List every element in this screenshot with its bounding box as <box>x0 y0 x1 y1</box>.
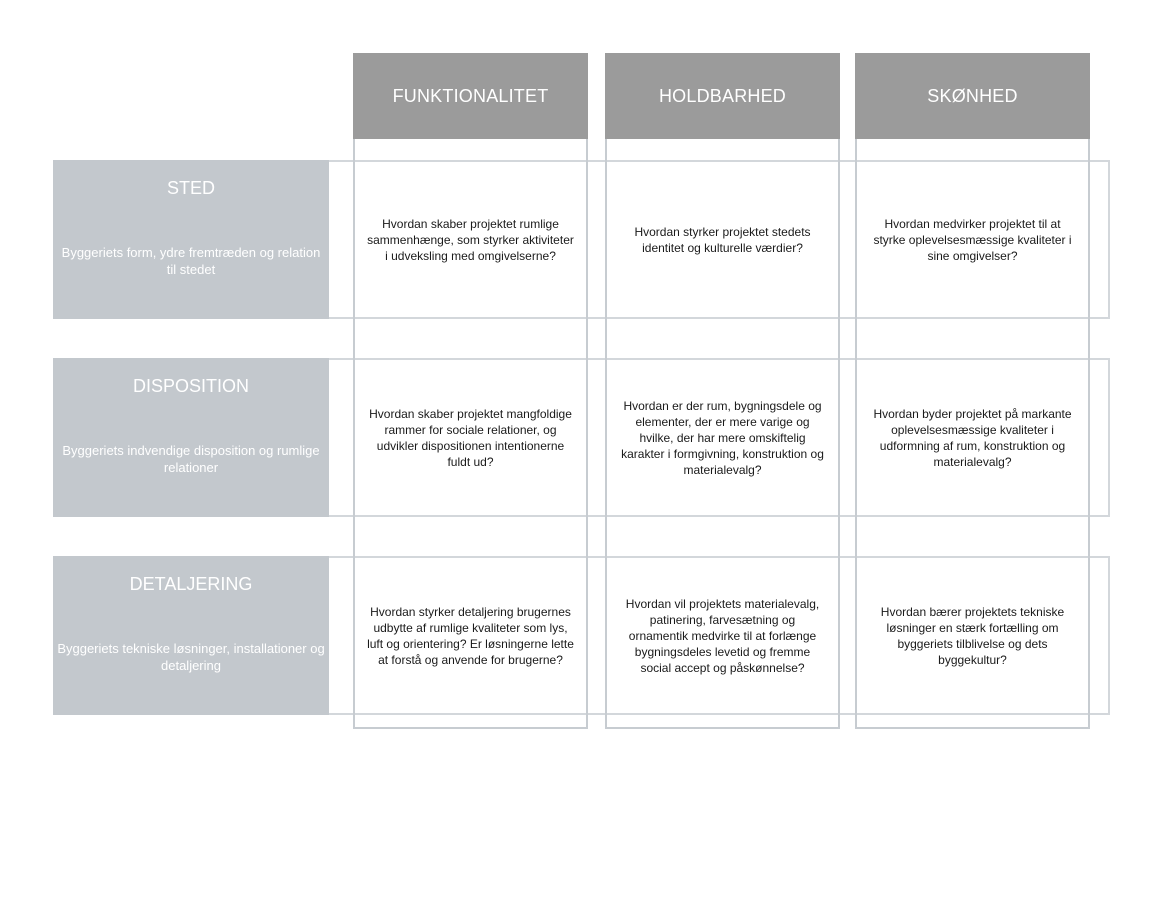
row-subtitle: Byggeriets tekniske løsninger, installationer og detaljering <box>57 641 325 673</box>
row-title: DISPOSITION <box>132 376 249 396</box>
column-header-funktionalitet: FUNKTIONALITET <box>353 53 588 139</box>
cell-detaljering-holdbarhed <box>607 558 838 713</box>
cell-question: Hvordan vil projektets materialevalg, patinering, farvesætning og ornamentik medvirke til at forlænge bygningsdeles levetid og fremme social accept og påskønnelse? <box>625 596 820 675</box>
row-header-sted <box>53 160 329 319</box>
cell-question: Hvordan medvirker projektet til at styrke oplevelsesmæssige kvaliteter i sine omgivelser? <box>873 216 1072 263</box>
cell-question: Hvordan er der rum, bygningsdele og elementer, der er mere varige og hvilke, der har mere omskiftelig karakter i formgivning, konstruktion og materialevalg? <box>621 398 824 477</box>
cell-question: Hvordan styrker projektet stedets identitet og kulturelle værdier? <box>634 224 811 255</box>
cell-sted-skonhed <box>857 162 1088 317</box>
cell-disposition-funktionalitet <box>355 360 586 515</box>
column-header-skonhed: SKØNHED <box>855 53 1090 139</box>
row-header-disposition <box>53 358 329 517</box>
cell-question: Hvordan styrker detaljering brugernes udbytte af rumlige kvaliteter som lys, luft og orientering? Er løsningerne lette at forstå og anvende for brugerne? <box>367 604 574 667</box>
cell-detaljering-funktionalitet <box>355 558 586 713</box>
cell-disposition-holdbarhed <box>607 360 838 515</box>
row-header-detaljering <box>53 556 329 715</box>
cell-disposition-skonhed <box>857 360 1088 515</box>
row-title: DETALJERING <box>129 574 253 594</box>
cell-question: Hvordan byder projektet på markante oplevelsesmæssige kvaliteter i udformning af rum, konstruktion og materialevalg? <box>873 406 1072 469</box>
column-header-holdbarhed: HOLDBARHED <box>605 53 840 139</box>
cell-sted-funktionalitet <box>355 162 586 317</box>
row-subtitle: Byggeriets form, ydre fremtræden og relation til stedet <box>61 245 321 277</box>
cell-sted-holdbarhed <box>607 162 838 317</box>
cell-question: Hvordan skaber projektet mangfoldige rammer for sociale relationer, og udvikler dispositionen intentionerne fuldt ud? <box>369 406 572 469</box>
row-title: STED <box>166 178 215 198</box>
row-subtitle: Byggeriets indvendige disposition og rumlige relationer <box>62 443 320 475</box>
cell-detaljering-skonhed <box>857 558 1088 713</box>
cell-question: Hvordan skaber projektet rumlige sammenhænge, som styrker aktiviteter i udveksling med omgivelserne? <box>367 216 574 263</box>
cell-question: Hvordan bærer projektets tekniske løsninger en stærk fortælling om byggeriets tilblivelse og dets byggekultur? <box>880 604 1065 667</box>
